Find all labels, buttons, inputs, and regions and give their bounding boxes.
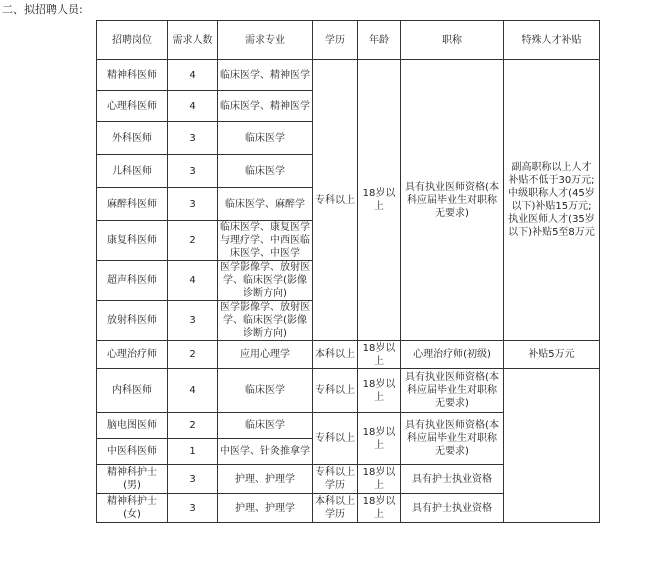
cell-major: 临床医学 [218,369,313,413]
cell-title: 具有执业医师资格(本科应届毕业生对职称无要求) [401,60,504,341]
cell-age: 18岁以上 [358,465,401,494]
cell-count: 4 [168,369,218,413]
section-heading: 二、拟招聘人员: [2,3,83,16]
cell-post: 心理治疗师 [97,341,168,369]
cell-age: 18岁以上 [358,494,401,523]
cell-post: 儿科医师 [97,155,168,188]
cell-major: 临床医学 [218,413,313,439]
header-major: 需求专业 [218,21,313,60]
cell-post: 放射科医师 [97,301,168,341]
header-age: 年龄 [358,21,401,60]
cell-count: 3 [168,188,218,221]
cell-post: 康复科医师 [97,221,168,261]
cell-post: 精神科护士(女) [97,494,168,523]
cell-post: 精神科护士(男) [97,465,168,494]
header-title: 职称 [401,21,504,60]
cell-title: 具有护士执业资格 [401,465,504,494]
table-row [97,341,600,369]
cell-post: 中医科医师 [97,439,168,465]
cell-major: 临床医学 [218,122,313,155]
header-education: 学历 [313,21,358,60]
cell-subsidy: 副高职称以上人才补贴不低于30万元;中级职称人才(45岁以下)补贴15万元;执业医师人才(35岁以下)补贴5至8万元 [504,60,600,341]
cell-count: 3 [168,155,218,188]
table-row [97,60,600,91]
cell-count: 4 [168,261,218,301]
cell-subsidy [504,369,600,523]
cell-age: 18岁以上 [358,60,401,341]
cell-major: 应用心理学 [218,341,313,369]
cell-count: 1 [168,439,218,465]
cell-post: 外科医师 [97,122,168,155]
cell-count: 2 [168,413,218,439]
header-post: 招聘岗位 [97,21,168,60]
cell-count: 3 [168,494,218,523]
cell-major: 医学影像学、放射医学、临床医学(影像诊断方向) [218,261,313,301]
cell-major: 临床医学 [218,155,313,188]
cell-title: 心理治疗师(初级) [401,341,504,369]
cell-count: 3 [168,122,218,155]
cell-count: 3 [168,301,218,341]
table-row [97,369,600,413]
cell-subsidy: 补贴5万元 [504,341,600,369]
cell-count: 4 [168,91,218,122]
cell-post: 脑电图医师 [97,413,168,439]
cell-major: 护理、护理学 [218,494,313,523]
header-count: 需求人数 [168,21,218,60]
header-row [97,21,600,60]
cell-major: 中医学、针灸推拿学 [218,439,313,465]
cell-post: 麻醉科医师 [97,188,168,221]
cell-count: 3 [168,465,218,494]
cell-education: 专科以上 [313,413,358,465]
cell-post: 超声科医师 [97,261,168,301]
cell-post: 内科医师 [97,369,168,413]
cell-age: 18岁以上 [358,413,401,465]
cell-education: 专科以上 [313,60,358,341]
cell-major: 临床医学、麻醉学 [218,188,313,221]
cell-education: 本科以上 [313,341,358,369]
cell-major: 临床医学、精神医学 [218,60,313,91]
cell-major: 护理、护理学 [218,465,313,494]
cell-count: 2 [168,341,218,369]
cell-age: 18岁以上 [358,369,401,413]
cell-major: 医学影像学、放射医学、临床医学(影像诊断方向) [218,301,313,341]
cell-title: 具有执业医师资格(本科应届毕业生对职称无要求) [401,413,504,465]
cell-count: 4 [168,60,218,91]
cell-age: 18岁以上 [358,341,401,369]
cell-education: 专科以上学历 [313,465,358,494]
header-subsidy: 特殊人才补贴 [504,21,600,60]
cell-major: 临床医学、精神医学 [218,91,313,122]
cell-education: 本科以上学历 [313,494,358,523]
cell-post: 精神科医师 [97,60,168,91]
cell-major: 临床医学、康复医学与理疗学、中西医临床医学、中医学 [218,221,313,261]
cell-education: 专科以上 [313,369,358,413]
cell-title: 具有执业医师资格(本科应届毕业生对职称无要求) [401,369,504,413]
cell-title: 具有护士执业资格 [401,494,504,523]
cell-count: 2 [168,221,218,261]
recruitment-table [96,20,600,523]
cell-post: 心理科医师 [97,91,168,122]
